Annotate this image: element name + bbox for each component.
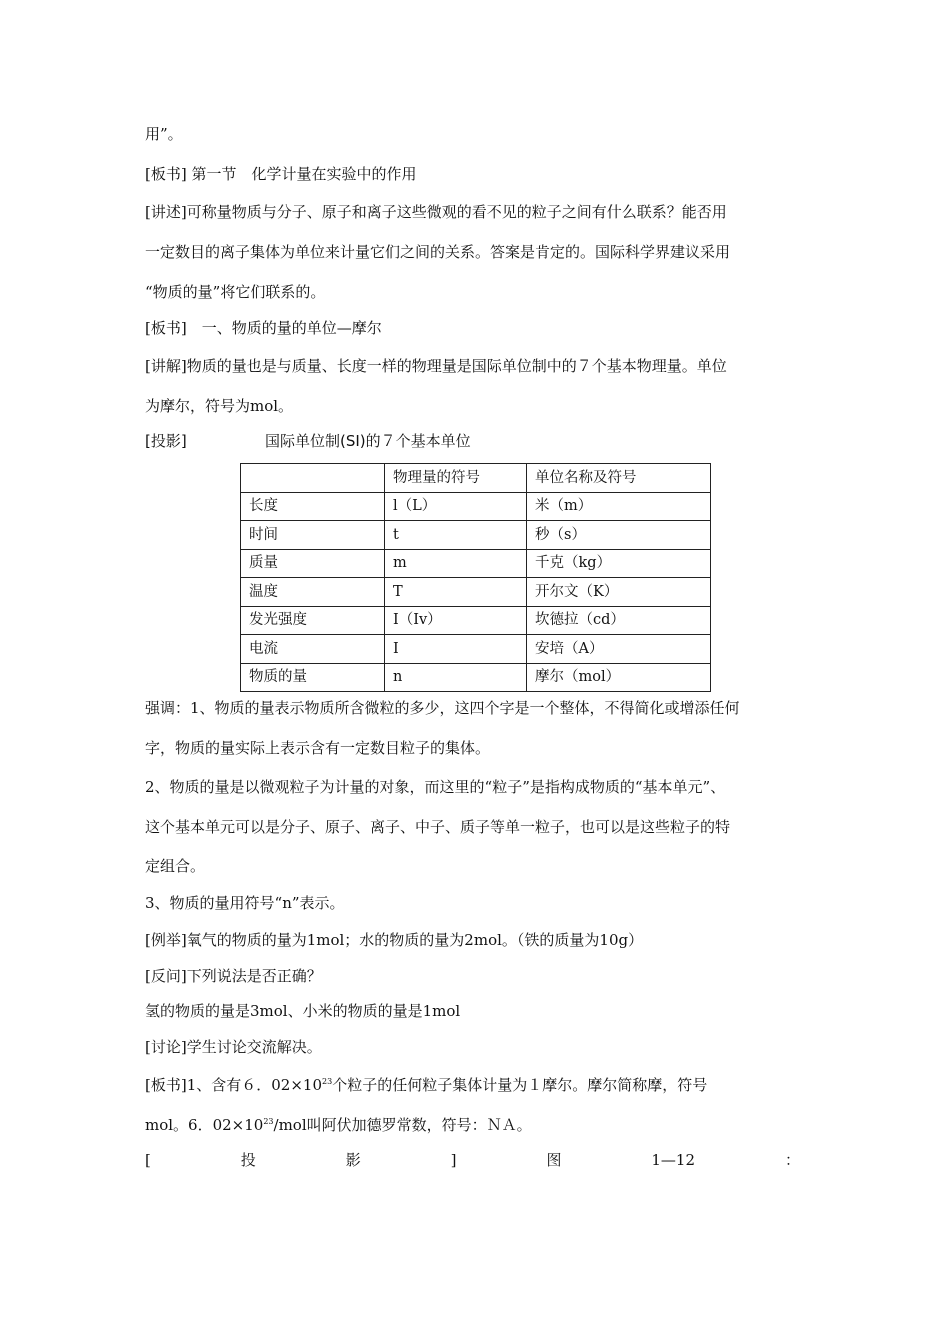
- table-cell: T: [385, 578, 527, 607]
- table-cell: 长度: [241, 492, 385, 521]
- avogadro-text-post: /mol叫阿伏加德罗常数，符号：ＮＡ。: [273, 1116, 532, 1134]
- table-cell: I（Iv）: [385, 606, 527, 635]
- table-cell: 摩尔（mol）: [527, 663, 711, 692]
- table-cell: 物质的量: [241, 663, 385, 692]
- table-cell: 发光强度: [241, 606, 385, 635]
- table-row: [241, 663, 711, 692]
- table-cell: 秒（s）: [527, 521, 711, 550]
- lecture-line-2: 一定数目的离子集体为单位来计量它们之间的关系。答案是肯定的。国际科学界建议采用: [145, 243, 731, 261]
- table-cell: 电流: [241, 635, 385, 664]
- table-cell: 时间: [241, 521, 385, 550]
- board-title: [板书] 第一节 化学计量在实验中的作用: [145, 165, 417, 183]
- table-cell: 温度: [241, 578, 385, 607]
- discussion-line: [讨论]学生讨论交流解决。: [145, 1038, 322, 1056]
- board-definition-line-1: [145, 1075, 707, 1095]
- board-heading: [板书] 一、物质的量的单位—摩尔: [145, 319, 382, 337]
- table-row: [241, 578, 711, 607]
- table-row: [241, 549, 711, 578]
- table-title: 国际单位制(SI)的７个基本单位: [265, 432, 471, 450]
- table-header-row: [241, 464, 711, 493]
- emphasis-point-2-line-3: 定组合。: [145, 857, 206, 875]
- table-header-cell: 物理量的符号: [385, 464, 527, 493]
- avogadro-text-pre: mol。6．02×10: [145, 1116, 264, 1134]
- lecture-line-1: [讲述]可称量物质与分子、原子和离子这些微观的看不见的粒子之间有什么联系？能否用: [145, 203, 727, 221]
- table-row: [241, 635, 711, 664]
- table-row: [241, 606, 711, 635]
- table-cell: 安培（A）: [527, 635, 711, 664]
- question-statement: 氢的物质的量是3mol、小米的物质的量是1mol: [145, 1002, 461, 1020]
- emphasis-line-1: 强调：1、物质的量表示物质所含微粒的多少，这四个字是一个整体，不得简化或增添任何: [145, 699, 740, 717]
- emphasis-line-2: 字，物质的量实际上表示含有一定数目粒子的集体。: [145, 739, 491, 757]
- table-cell: 开尔文（K）: [527, 578, 711, 607]
- table-cell: 坎德拉（cd）: [527, 606, 711, 635]
- table-header-cell: 单位名称及符号: [527, 464, 711, 493]
- explain-line-2: 为摩尔，符号为mol。: [145, 397, 294, 415]
- definition-text-pre: [板书]1、含有６．02×10: [145, 1076, 322, 1094]
- explain-line-1: [讲解]物质的量也是与质量、长度一样的物理量是国际单位制中的７个基本物理量。单位: [145, 357, 727, 375]
- emphasis-point-2-line-1: 2、物质的量是以微观粒子为计量的对象，而这里的“粒子”是指构成物质的“基本单元”、: [145, 778, 726, 796]
- table-cell: m: [385, 549, 527, 578]
- table-cell: n: [385, 663, 527, 692]
- si-units-table: [240, 463, 711, 692]
- example-line: [例举]氧气的物质的量为1mol；水的物质的量为2mol。（铁的质量为10g）: [145, 931, 644, 949]
- table-header-cell: [241, 464, 385, 493]
- table-row: [241, 492, 711, 521]
- justified-token: [: [145, 1151, 151, 1169]
- board-definition-line-2: [145, 1115, 532, 1135]
- table-cell: I: [385, 635, 527, 664]
- line-continuation: 用”。: [145, 125, 183, 143]
- projection-tag: [投影]: [145, 432, 187, 450]
- table-cell: t: [385, 521, 527, 550]
- justified-token: ：: [784, 1151, 800, 1169]
- table-cell: 质量: [241, 549, 385, 578]
- projection-figure-line: [145, 1150, 800, 1170]
- table-cell: l（L）: [385, 492, 527, 521]
- justified-token: ]: [450, 1151, 457, 1169]
- justified-token: 影: [345, 1151, 361, 1169]
- table-row: [241, 521, 711, 550]
- emphasis-point-2-line-2: 这个基本单元可以是分子、原子、离子、中子、质子等单一粒子，也可以是这些粒子的特: [145, 818, 731, 836]
- exponent: 23: [263, 1117, 274, 1126]
- table-cell: 千克（kg）: [527, 549, 711, 578]
- question-line: [反问]下列说法是否正确？: [145, 967, 322, 985]
- justified-token: 图: [546, 1151, 562, 1169]
- emphasis-point-3: 3、物质的量用符号“n”表示。: [145, 894, 345, 912]
- justified-token: 投: [240, 1151, 256, 1169]
- definition-text-post: 个粒子的任何粒子集体计量为１摩尔。摩尔简称摩，符号: [332, 1076, 708, 1094]
- exponent: 23: [322, 1077, 333, 1086]
- justified-token: 1—12: [651, 1151, 696, 1169]
- table-cell: 米（m）: [527, 492, 711, 521]
- lecture-line-3: “物质的量”将它们联系的。: [145, 283, 326, 301]
